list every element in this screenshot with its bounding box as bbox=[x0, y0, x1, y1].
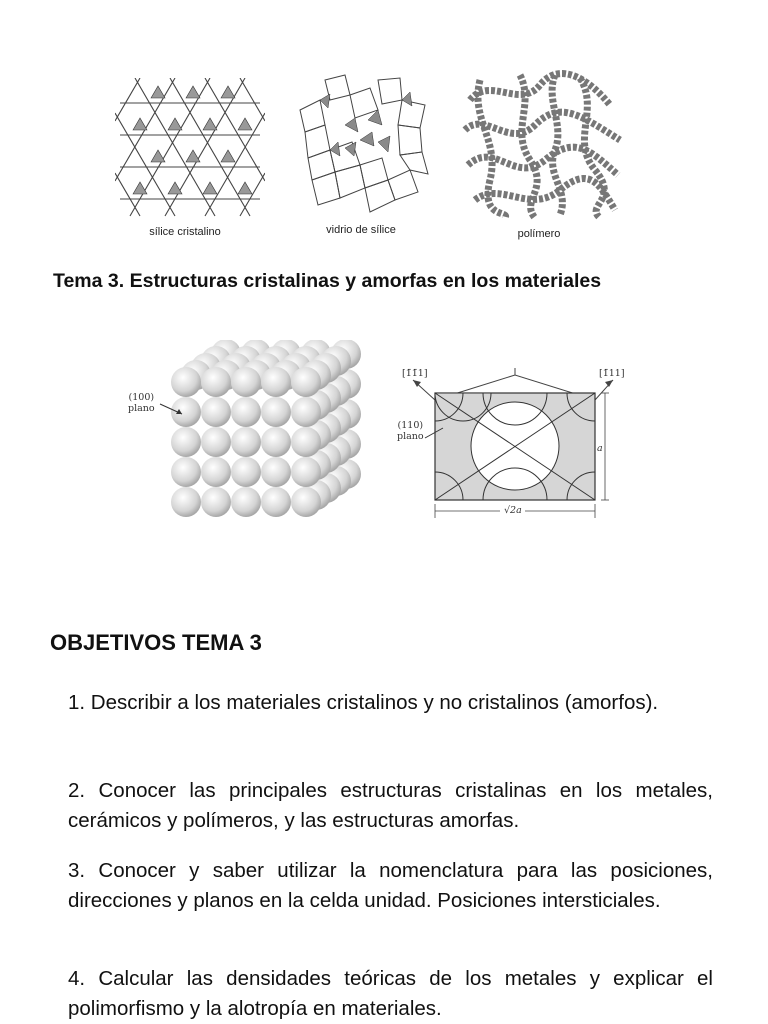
atom-sphere bbox=[291, 397, 321, 427]
page-title: Tema 3. Estructuras cristalinas y amorfas en los materiales bbox=[53, 270, 602, 292]
atom-sphere bbox=[171, 367, 201, 397]
atom-sphere bbox=[261, 427, 291, 457]
objective-item-3: 3. Conocer y saber utilizar la nomenclatura para las posiciones, direcciones y planos en la celda unidad. Posiciones intersticiales. bbox=[68, 859, 713, 912]
atom-sphere bbox=[171, 457, 201, 487]
atom-sphere bbox=[261, 367, 291, 397]
atom-sphere bbox=[291, 457, 321, 487]
atom-sphere bbox=[261, 457, 291, 487]
silica-glass-figure bbox=[290, 70, 435, 220]
cube-plane-arrow bbox=[158, 400, 188, 420]
silica-crystal-label: sílice cristalino bbox=[149, 226, 221, 238]
cell-height-label: a bbox=[597, 443, 603, 454]
polymer-label: polímero bbox=[517, 228, 561, 240]
atom-sphere bbox=[201, 457, 231, 487]
objectives-heading: OBJETIVOS TEMA 3 bbox=[50, 630, 262, 655]
atom-sphere bbox=[231, 367, 261, 397]
objective-item-4: 4. Calcular las densidades teóricas de los metales y explicar el polimorfismo y la alotropía en materiales. bbox=[68, 967, 713, 1020]
cube-plane-label: (100) plano bbox=[128, 392, 155, 414]
atom-sphere bbox=[201, 367, 231, 397]
unit-cell-diagram bbox=[395, 360, 640, 525]
atom-sphere bbox=[201, 487, 231, 517]
polymer-figure bbox=[460, 70, 625, 220]
atom-sphere bbox=[291, 427, 321, 457]
atom-sphere bbox=[171, 487, 201, 517]
atom-sphere bbox=[231, 427, 261, 457]
atom-sphere bbox=[201, 397, 231, 427]
atom-sphere bbox=[231, 457, 261, 487]
sphere-cube-figure bbox=[168, 340, 378, 530]
atom-sphere bbox=[261, 397, 291, 427]
atom-sphere bbox=[231, 487, 261, 517]
atom-sphere bbox=[291, 367, 321, 397]
silica-glass-label: vidrio de sílice bbox=[326, 224, 396, 236]
atom-sphere bbox=[231, 397, 261, 427]
cell-width-label: √2a bbox=[504, 505, 522, 516]
atom-sphere bbox=[171, 427, 201, 457]
silica-crystal-figure bbox=[115, 78, 265, 218]
direction-right-label: [1̄11] bbox=[599, 368, 625, 379]
atom-sphere bbox=[261, 487, 291, 517]
direction-left-label: [1̄1̄1] bbox=[402, 368, 428, 379]
cell-plane-label: (110) plano bbox=[397, 420, 424, 442]
objective-item-2: 2. Conocer las principales estructuras cristalinas en los metales, cerámicos y polímeros, y las estructuras amorfas. bbox=[68, 779, 713, 832]
atom-sphere bbox=[291, 487, 321, 517]
atom-sphere bbox=[201, 427, 231, 457]
objective-item-1: 1. Describir a los materiales cristalinos y no cristalinos (amorfos). bbox=[68, 691, 659, 714]
